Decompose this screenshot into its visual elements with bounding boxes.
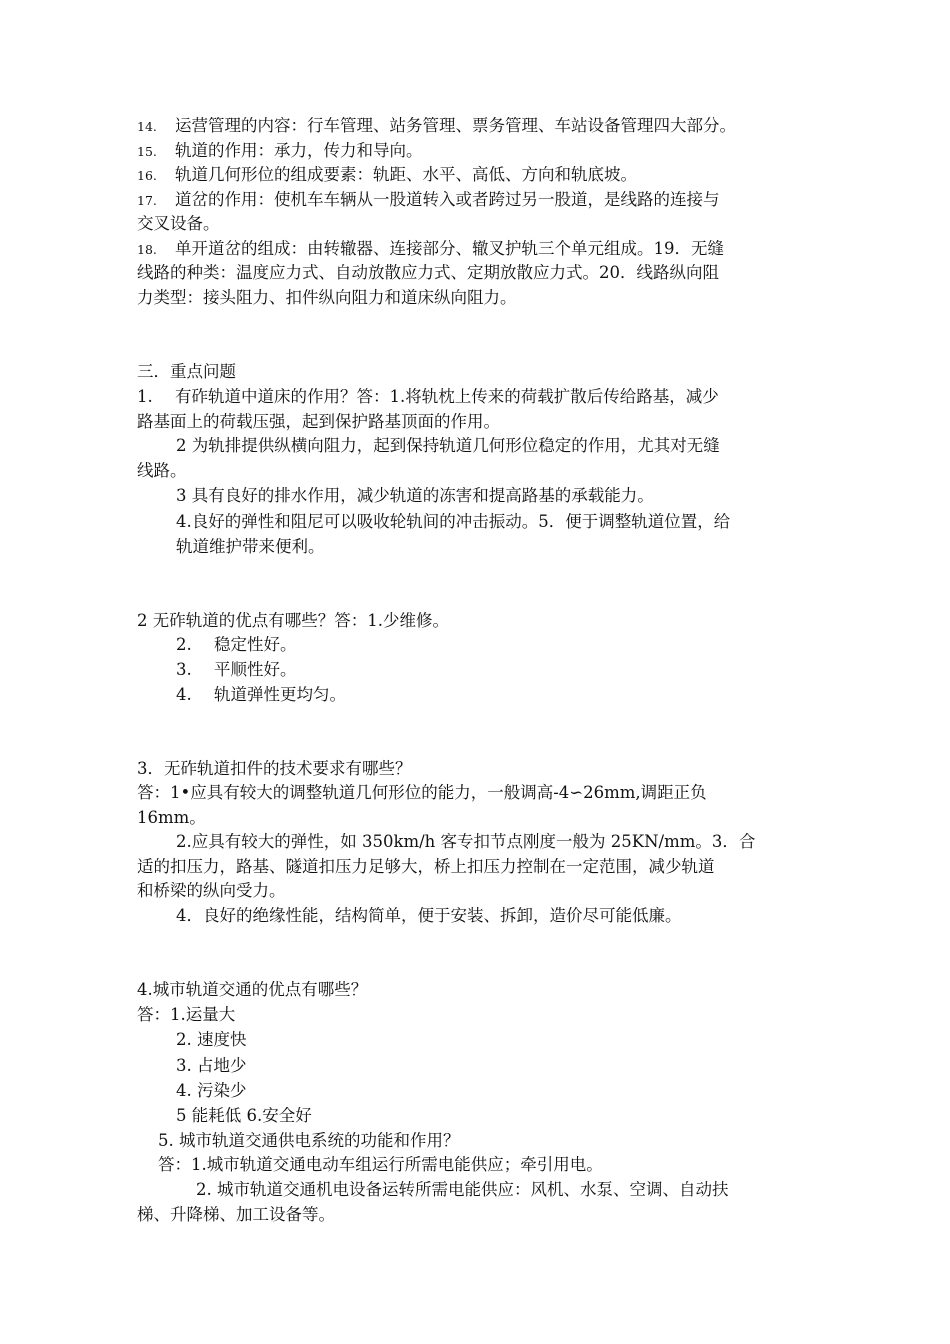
item-text: 单开道岔的组成：由转辙器、连接部分、辙叉护轨三个单元组成。19．无缝 bbox=[175, 239, 724, 258]
item-text: 轨道几何形位的组成要素：轨距、水平、高低、方向和轨底坡。 bbox=[175, 165, 637, 184]
answer-line: 和桥梁的纵向受力。 bbox=[137, 881, 286, 900]
question-text: 有砟轨道中道床的作用？答：1.将轨枕上传来的荷载扩散后传给路基，减少 bbox=[175, 387, 719, 406]
item-number: 16. bbox=[137, 168, 157, 183]
answer-line: 轨道维护带来便利。 bbox=[176, 537, 325, 556]
list-number: 2. bbox=[176, 635, 192, 654]
question-2: 2 无砟轨道的优点有哪些？答：1.少维修。 bbox=[137, 611, 449, 630]
answer-line: 4.良好的弹性和阻尼可以吸收轮轨间的冲击振动。5．便于调整轨道位置，给 bbox=[176, 512, 731, 531]
answer-line: 2 为轨排提供纵横向阻力，起到保持轨道几何形位稳定的作用，尤其对无缝 bbox=[176, 436, 720, 455]
answer-line: 2. 速度快 bbox=[176, 1030, 247, 1049]
item-text: 道岔的作用：使机车车辆从一股道转入或者跨过另一股道，是线路的连接与 bbox=[175, 190, 720, 209]
question-3: 3．无砟轨道扣件的技术要求有哪些？ bbox=[137, 759, 412, 778]
item-17 bbox=[137, 188, 720, 213]
list-item bbox=[176, 658, 297, 682]
item-number: 14. bbox=[137, 119, 157, 134]
section-heading: 三．重点问题 bbox=[137, 362, 236, 381]
item-15 bbox=[137, 139, 423, 164]
list-text: 轨道弹性更均匀。 bbox=[214, 685, 346, 704]
list-number: 4. bbox=[176, 685, 192, 704]
list-item bbox=[176, 633, 297, 657]
item-number: 18. bbox=[137, 242, 157, 257]
item-17-cont: 交叉设备。 bbox=[137, 214, 220, 233]
question-4: 4.城市轨道交通的优点有哪些？ bbox=[137, 980, 368, 999]
list-text: 平顺性好。 bbox=[214, 660, 297, 679]
answer-line: 线路。 bbox=[137, 461, 187, 480]
answer-line: 2.应具有较大的弹性，如 350km/h 客专扣节点刚度一般为 25KN/mm。3．合 bbox=[176, 832, 756, 851]
item-14 bbox=[137, 114, 736, 139]
answer-line: 16mm。 bbox=[137, 808, 206, 827]
answer-line: 2. 城市轨道交通机电设备运转所需电能供应：风机、水泵、空调、自动扶 bbox=[196, 1180, 729, 1199]
item-19-cont: 线路的种类：温度应力式、自动放散应力式、定期放散应力式。20．线路纵向阻 bbox=[137, 263, 719, 282]
answer-line: 5 能耗低 6.安全好 bbox=[176, 1106, 312, 1125]
answer-line: 4. 污染少 bbox=[176, 1081, 247, 1100]
item-18 bbox=[137, 237, 724, 262]
item-text: 轨道的作用：承力，传力和导向。 bbox=[175, 141, 423, 160]
question-5: 5. 城市轨道交通供电系统的功能和作用？ bbox=[158, 1131, 460, 1150]
list-text: 稳定性好。 bbox=[214, 635, 297, 654]
list-number: 3. bbox=[176, 660, 192, 679]
answer-line: 答：1.城市轨道交通电动车组运行所需电能供应；牵引用电。 bbox=[158, 1155, 603, 1174]
answer-line: 答：1.运量大 bbox=[137, 1005, 236, 1024]
answer-line: 路基面上的荷载压强，起到保护路基顶面的作用。 bbox=[137, 412, 500, 431]
answer-line: 答：1•应具有较大的调整轨道几何形位的能力，一般调高-4∽26mm,调距正负 bbox=[137, 783, 707, 802]
item-number: 17. bbox=[137, 193, 157, 208]
question-number: 1. bbox=[137, 387, 153, 406]
answer-line: 适的扣压力，路基、隧道扣压力足够大，桥上扣压力控制在一定范围，减少轨道 bbox=[137, 857, 715, 876]
list-item bbox=[176, 683, 346, 707]
answer-line: 3. 占地少 bbox=[176, 1056, 247, 1075]
answer-line: 梯、升降梯、加工设备等。 bbox=[137, 1205, 335, 1224]
item-16 bbox=[137, 163, 637, 188]
item-number: 15. bbox=[137, 144, 157, 159]
answer-line: 4．良好的绝缘性能，结构简单，便于安装、拆卸，造价尽可能低廉。 bbox=[176, 906, 682, 925]
item-text: 运营管理的内容：行车管理、站务管理、票务管理、车站设备管理四大部分。 bbox=[175, 116, 736, 135]
item-20-cont: 力类型：接头阻力、扣件纵向阻力和道床纵向阻力。 bbox=[137, 288, 517, 307]
question-1 bbox=[137, 385, 719, 409]
answer-line: 3 具有良好的排水作用，减少轨道的冻害和提高路基的承载能力。 bbox=[176, 486, 654, 505]
